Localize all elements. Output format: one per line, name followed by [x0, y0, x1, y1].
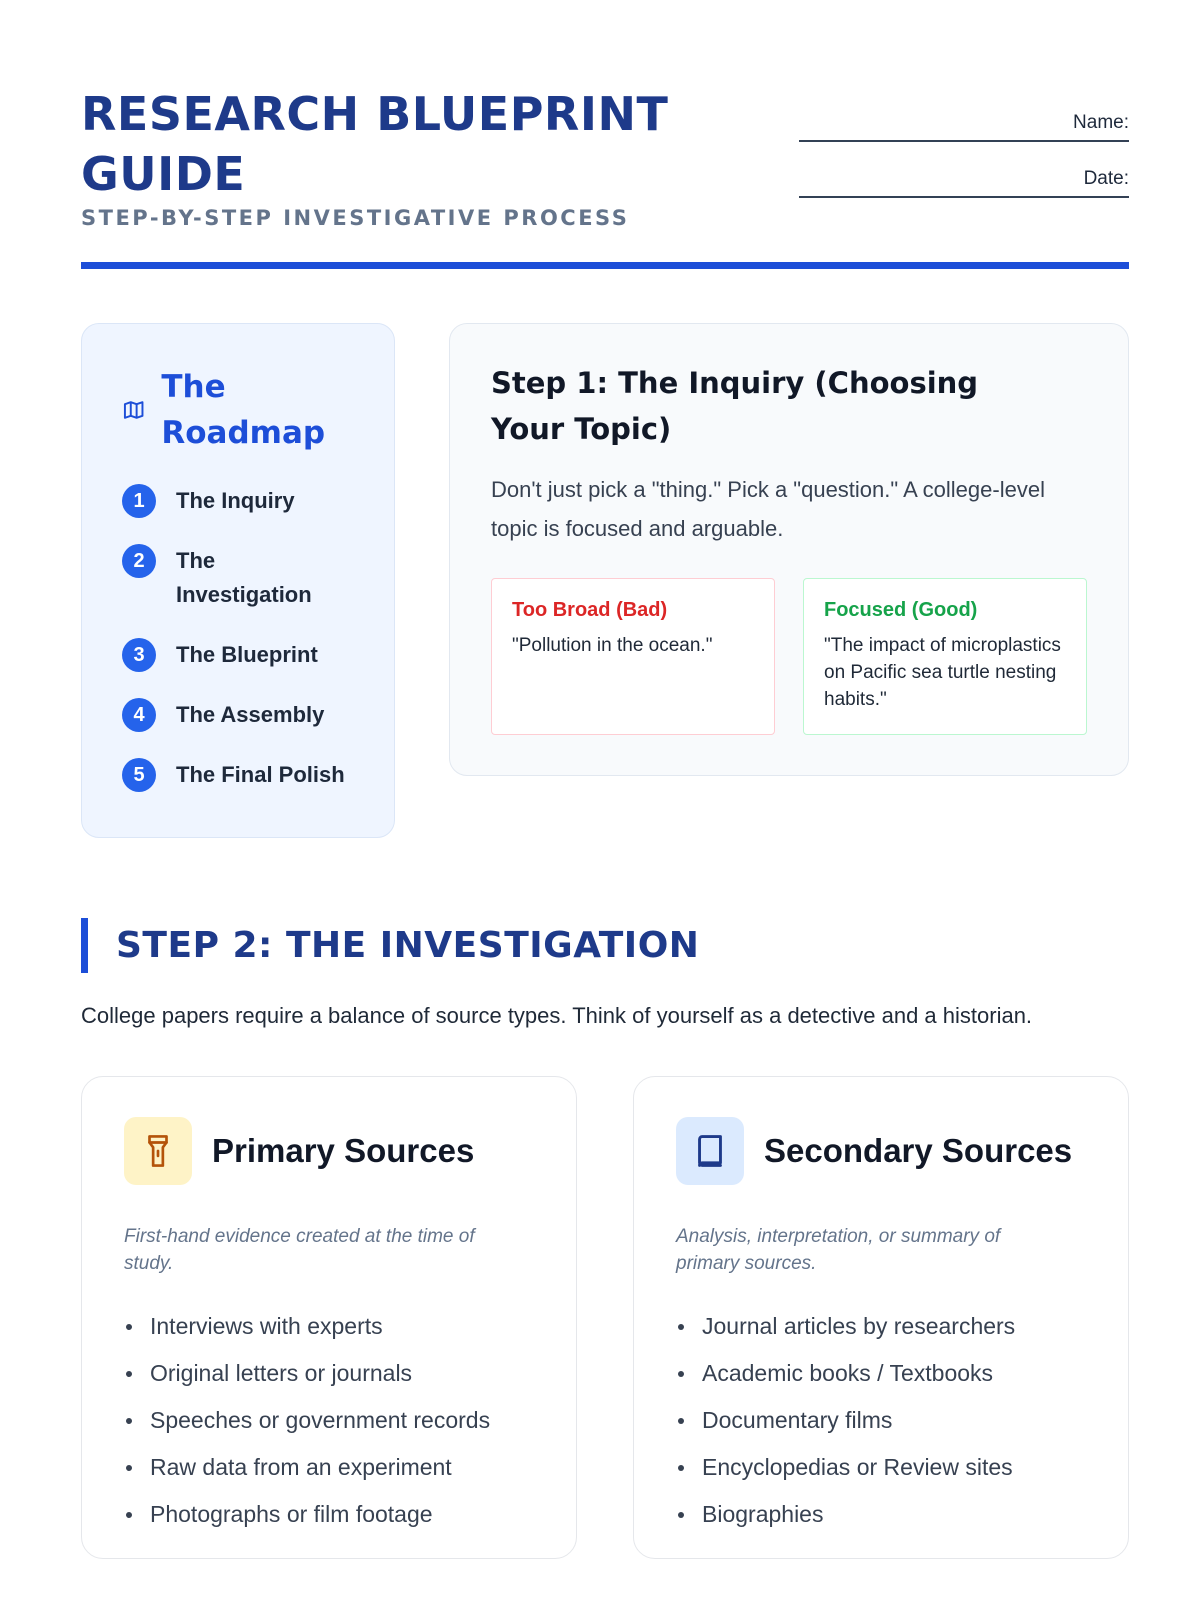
step-number-badge: 4: [122, 698, 156, 732]
primary-sources-list: [124, 1303, 536, 1538]
roadmap-steps: [122, 484, 394, 792]
name-date-box: [799, 108, 1129, 220]
list-item: Interviews with experts: [124, 1303, 536, 1350]
step-number-badge: 2: [122, 544, 156, 578]
roadmap-step-investigation[interactable]: [122, 544, 394, 612]
secondary-sources-header: [676, 1117, 1088, 1185]
roadmap-step-assembly[interactable]: [122, 698, 394, 732]
page-subtitle: STEP-BY-STEP INVESTIGATIVE PROCESS: [81, 206, 630, 230]
roadmap-step-label: The Investigation: [176, 548, 312, 607]
list-item: Speeches or government records: [124, 1397, 536, 1444]
page-title: RESEARCH BLUEPRINT GUIDE: [81, 87, 669, 201]
list-item: Encyclopedias or Review sites: [676, 1444, 1088, 1491]
secondary-sources-description: Analysis, interpretation, or summary of primary sources.: [676, 1226, 1001, 1274]
too-broad-example: [491, 578, 775, 735]
roadmap-step-label: The Blueprint: [176, 642, 318, 667]
roadmap-step-inquiry[interactable]: [122, 484, 394, 518]
topic-comparison: [491, 578, 1088, 735]
step1-description: Don't just pick a "thing." Pick a "question." A college-level topic is focused and arguable.: [491, 477, 1045, 541]
map-icon: [122, 398, 145, 422]
header-divider: [81, 262, 1129, 269]
secondary-sources-list: [676, 1303, 1088, 1538]
list-item: Photographs or film footage: [124, 1491, 536, 1538]
secondary-sources-card: [633, 1076, 1129, 1559]
list-item: Original letters or journals: [124, 1350, 536, 1397]
primary-sources-description: First-hand evidence created at the time of study.: [124, 1226, 475, 1274]
step1-card: [449, 323, 1129, 776]
roadmap-step-blueprint[interactable]: [122, 638, 394, 672]
roadmap-step-final-polish[interactable]: [122, 758, 394, 792]
step-number-badge: 5: [122, 758, 156, 792]
list-item: Journal articles by researchers: [676, 1303, 1088, 1350]
roadmap-panel: [81, 323, 395, 838]
too-broad-label: Too Broad (Bad): [512, 599, 668, 621]
primary-sources-card: [81, 1076, 577, 1559]
book-icon: [676, 1117, 744, 1185]
step2-intro: College papers require a balance of source types. Think of yourself as a detective and a historian.: [81, 1003, 1033, 1028]
roadmap-header: [122, 364, 394, 456]
step2-heading: [81, 918, 699, 973]
too-broad-text: "Pollution in the ocean.": [512, 635, 713, 656]
primary-sources-title: Primary Sources: [212, 1132, 475, 1169]
step-number-badge: 1: [122, 484, 156, 518]
primary-sources-header: [124, 1117, 536, 1185]
focused-text: "The impact of microplastics on Pacific sea turtle nesting habits.": [824, 635, 1061, 710]
list-item: Biographies: [676, 1491, 1088, 1538]
list-item: Academic books / Textbooks: [676, 1350, 1088, 1397]
list-item: Documentary films: [676, 1397, 1088, 1444]
secondary-sources-title: Secondary Sources: [764, 1132, 1073, 1169]
name-label: Name:: [1073, 112, 1129, 133]
focused-example: [803, 578, 1087, 735]
flashlight-icon: [124, 1117, 192, 1185]
focused-label: Focused (Good): [824, 599, 978, 621]
name-field[interactable]: [799, 138, 1129, 142]
step1-title: Step 1: The Inquiry (Choosing Your Topic): [491, 366, 979, 446]
date-label: Date:: [1083, 168, 1129, 189]
roadmap-step-label: The Assembly: [176, 702, 325, 727]
roadmap-step-label: The Final Polish: [176, 762, 345, 787]
step-number-badge: 3: [122, 638, 156, 672]
roadmap-step-label: The Inquiry: [176, 488, 295, 513]
date-field[interactable]: [799, 194, 1129, 198]
header: [81, 84, 1129, 270]
step2-title: STEP 2: THE INVESTIGATION: [116, 925, 700, 966]
list-item: Raw data from an experiment: [124, 1444, 536, 1491]
roadmap-title: The Roadmap: [161, 369, 326, 451]
